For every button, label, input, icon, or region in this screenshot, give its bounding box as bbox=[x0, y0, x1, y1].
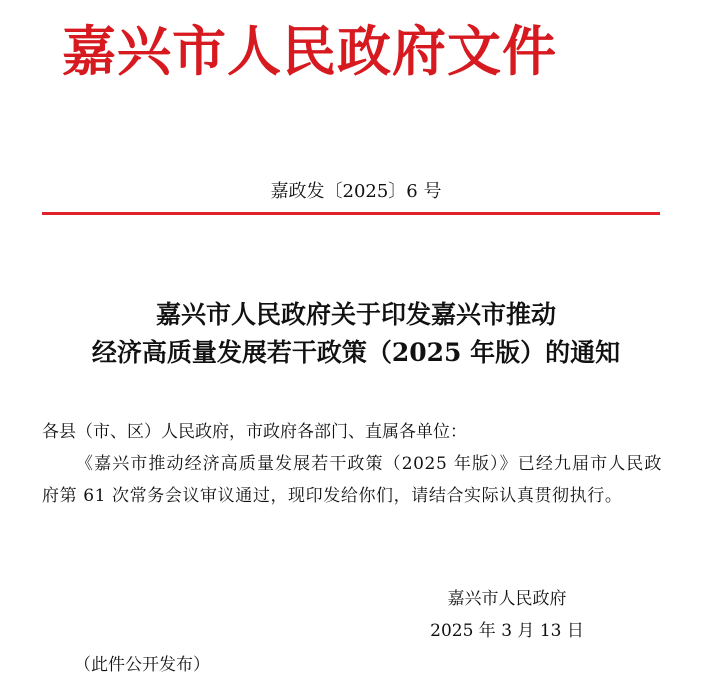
public-release-note: （此件公开发布） bbox=[74, 655, 210, 675]
notice-title-line-2: 经济高质量发展若干政策（2025 年版）的通知 bbox=[91, 338, 621, 367]
issue-date: 2025 年 3 月 13 日 bbox=[430, 621, 584, 641]
document-header-title: 嘉兴市人民政府文件 bbox=[62, 19, 557, 83]
salutation: 各县（市、区）人民政府，市政府各部门、直属各单位： bbox=[42, 422, 467, 442]
red-separator-line bbox=[42, 212, 660, 215]
issuer-name: 嘉兴市人民政府 bbox=[447, 589, 567, 609]
body-paragraph: 《嘉兴市推动经济高质量发展若干政策（2025 年版）》已经九届市人民政府第 61 次常务会议审议通过，现印发给你们，请结合实际认真贯彻执行。 bbox=[42, 454, 662, 506]
notice-title bbox=[0, 296, 712, 372]
document-number: 嘉政发〔2025〕6 号 bbox=[270, 181, 442, 202]
signature-block bbox=[402, 583, 612, 647]
notice-body bbox=[42, 416, 662, 512]
notice-title-line-1: 嘉兴市人民政府关于印发嘉兴市推动 bbox=[155, 300, 556, 329]
